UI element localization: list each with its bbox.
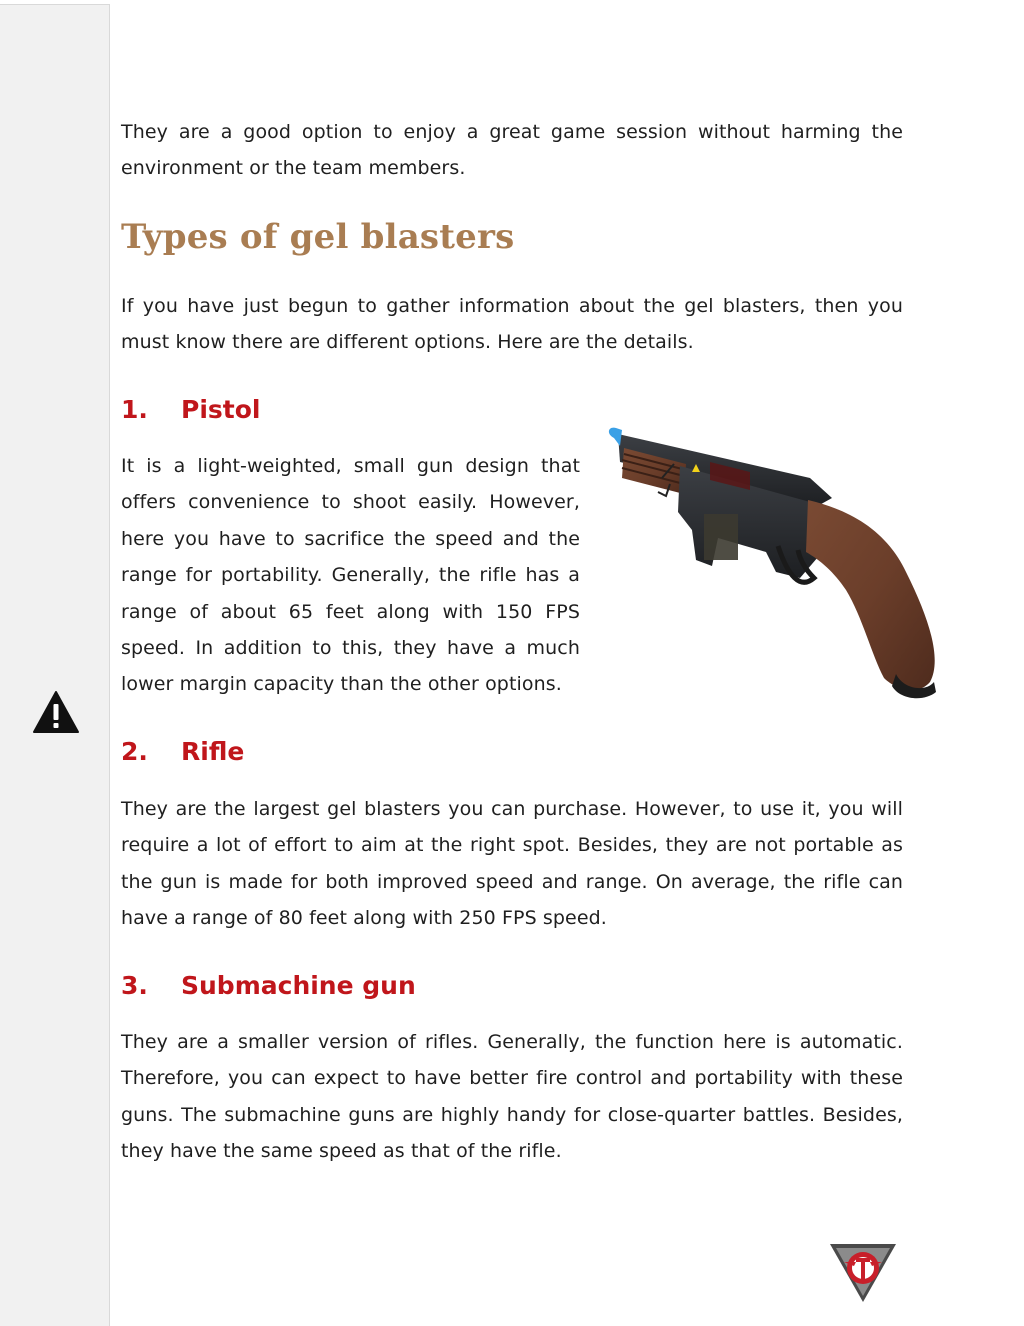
heading-number: 3.	[121, 971, 148, 1000]
section-intro: If you have just begun to gather information about the gel blasters, then you must know there are different options. Here are the details.	[121, 295, 903, 354]
brand-logo-icon[interactable]	[828, 1240, 898, 1304]
heading-number: 2.	[121, 737, 148, 766]
intro-paragraph: They are a good option to enjoy a great game session without harming the environment or the team members.	[121, 121, 903, 180]
heading-rifle	[121, 737, 244, 766]
section-title: Types of gel blasters	[121, 217, 515, 257]
heading-number: 1.	[121, 395, 148, 424]
side-panel	[0, 4, 110, 1326]
heading-label: Pistol	[181, 395, 261, 424]
gel-blaster-image	[600, 420, 950, 710]
heading-label: Submachine gun	[181, 971, 416, 1000]
heading-label: Rifle	[181, 737, 245, 766]
heading-submachine-gun	[121, 971, 416, 1000]
warning-icon[interactable]	[32, 690, 80, 734]
rifle-paragraph: They are the largest gel blasters you can purchase. However, to use it, you will require a lot of effort to aim at the right spot. Besides, they are not portable as the gun is made for both improved speed and range. On average, the rifle can have a range of 80 feet along with 250 FPS speed.	[121, 798, 903, 930]
submachine-paragraph: They are a smaller version of rifles. Generally, the function here is automatic. Therefore, you can expect to have better fire control and portability with these guns. The submachine guns are highly handy for close-quarter battles. Besides, they have the same speed as that of the rifle.	[121, 1031, 903, 1163]
heading-pistol	[121, 395, 260, 424]
pistol-paragraph: It is a light-weighted, small gun design that offers convenience to shoot easily. However, here you have to sacrifice the speed and the range for portability. Generally, the rifle has a range of about 65 feet along with 150 FPS speed. In addition to this, they have a much lower margin capacity than the other options.	[121, 455, 580, 696]
